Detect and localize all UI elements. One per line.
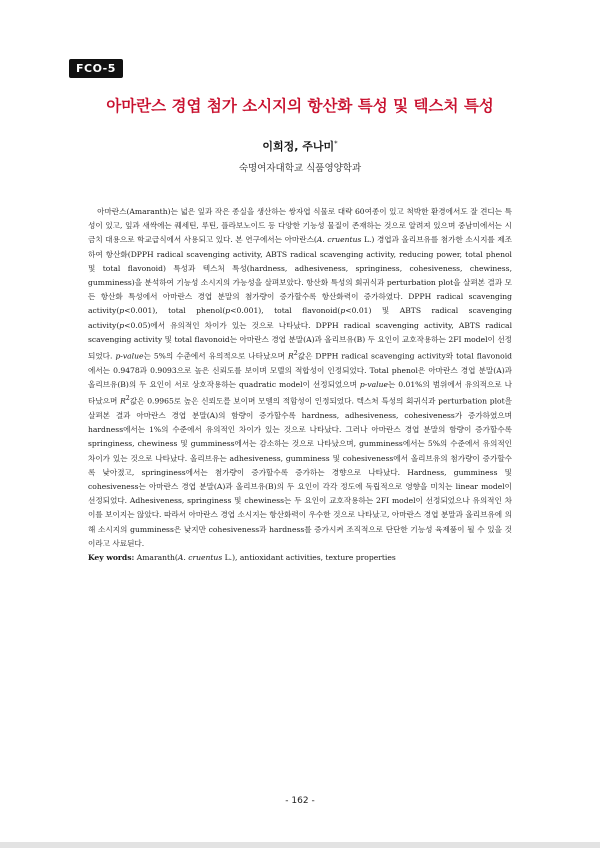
paper-title: 아마란스 경엽 첨가 소시지의 항산화 특성 및 텍스처 특성 xyxy=(106,97,494,115)
abstract-body: 아마란스(Amaranth)는 넓은 잎과 작은 종실을 생산하는 쌍자엽 식물로 대략 60여종이 있고 척박한 환경에서도 잘 견디는 특성이 있고, 잎과 새싹에는 퀘세틴, 루틴, 플라보노이드 등 다양한 기능성 물질이 존재하는 것으로 알려져 있으며 중남미에서는 시금치 대용으로 학교급식에서 사용되고 있다. 본 연구에서는 아마란스(A. cruentus L.) 경엽과 올리브유를 첨가한 소시지를 제조하여 항산화(DPPH radical scavenging activity, ABTS radical scavenging activity, reducing power, total phenol 및 total flavonoid) 특성과 텍스처 특성(hardness, adhesiveness, springiness, cohesiveness, chewiness, gumminess)을 분석하여 기능성 소시지의 가능성을 살펴보았다. 항산화 특성의 회귀식과 perturbation plot을 살펴본 결과 모든 항산화 특성에서 아마란스 경엽 분말의 첨가량이 증가할수록 항산화력이 증가하였다. DPPH radical scavenging activity(p<0.001), total phenol(p<0.001), total flavonoid(p<0.01) 및 ABTS radical scavenging activity(p<0.05)에서 유의적인 차이가 있는 것으로 나타났다. DPPH radical scavenging activity, ABTS radical scavenging activity 및 total flavonoid는 아마란스 경엽 분말(A)과 올리브유(B) 두 요인이 교호작용하는 2FI model이 선정되었다. p-value는 5%의 수준에서 유의적으로 나타났으며 $R^2$값은 DPPH radical scavenging activity와 total flavonoid에서는 0.9478과 0.9093으로 높은 신뢰도를 보이며 모델의 적합성이 인정되었다. Total phenol은 아마란스 경엽 분말(A)과 올리브유(B)의 두 요인이 서로 상호작용하는 quadratic model이 선정되었으며 p-value는 0.01%의 범위에서 유의적으로 나타났으며 $R^2$값은 0.9965로 높은 신뢰도를 보이며 모델의 적합성이 인정되었다. 텍스처 특성의 회귀식과 perturbation plot을 살펴본 결과 아마란스 경엽 분말(A)의 함량이 증가할수록 hardness, adhesiveness, cohesiveness가 증가하였으며 hardness에서는 1%의 수준에서 유의적인 차이가 있는 것으로 나타났다. 그러나 아마란스 경엽 분말의 함량이 증가할수록 springiness, chewiness 및 gumminess에서는 감소하는 것으로 나타났으며, gumminess에서는 5%의 수준에서 유의적인 차이가 있는 것으로 나타났다. 올리브유는 adhesiveness, gumminess 및 cohesiveness에서 올리브유의 첨가량이 증가할수록 낮아졌고, springiness에서는 첨가량이 증가할수록 증가하는 경향으로 나타났다. Hardness, gumminess 및 cohesiveness는 아마란스 경엽 분말(A)과 올리브유(B)의 두 요인이 각각 정도에 독립적으로 영향을 미치는 linear model이 선정되었다. Adhesiveness, springiness 및 chewiness는 두 요인이 교호작용하는 2FI model이 선정되었으나 유의적인 차이를 보이지는 않았다. 따라서 아마란스 경엽 소시지는 항산화력이 우수한 것으로 나타났고, 아마란스 경엽 분말과 올리브유에 의해 소시지의 gumminess은 낮지만 cohesiveness과 hardness를 증가시켜 조직적으로 단단한 기능성 육제품이 될 수 있을 것이라고 사료된다. xyxy=(88,207,512,548)
bottom-divider xyxy=(0,842,600,848)
affiliation: 숙명여자대학교 식품영양학과 xyxy=(238,163,362,174)
author-names: 이희정, 주나미 xyxy=(262,140,335,153)
authors xyxy=(0,138,600,154)
keywords-label: Key words: xyxy=(88,553,135,562)
page-number: - 162 - xyxy=(285,796,315,806)
corresponding-mark: * xyxy=(334,139,338,148)
session-tag: FCO-5 xyxy=(69,59,123,78)
keywords: Key words: Amaranth(A. cruentus L.), antioxidant activities, texture properties xyxy=(88,553,396,562)
